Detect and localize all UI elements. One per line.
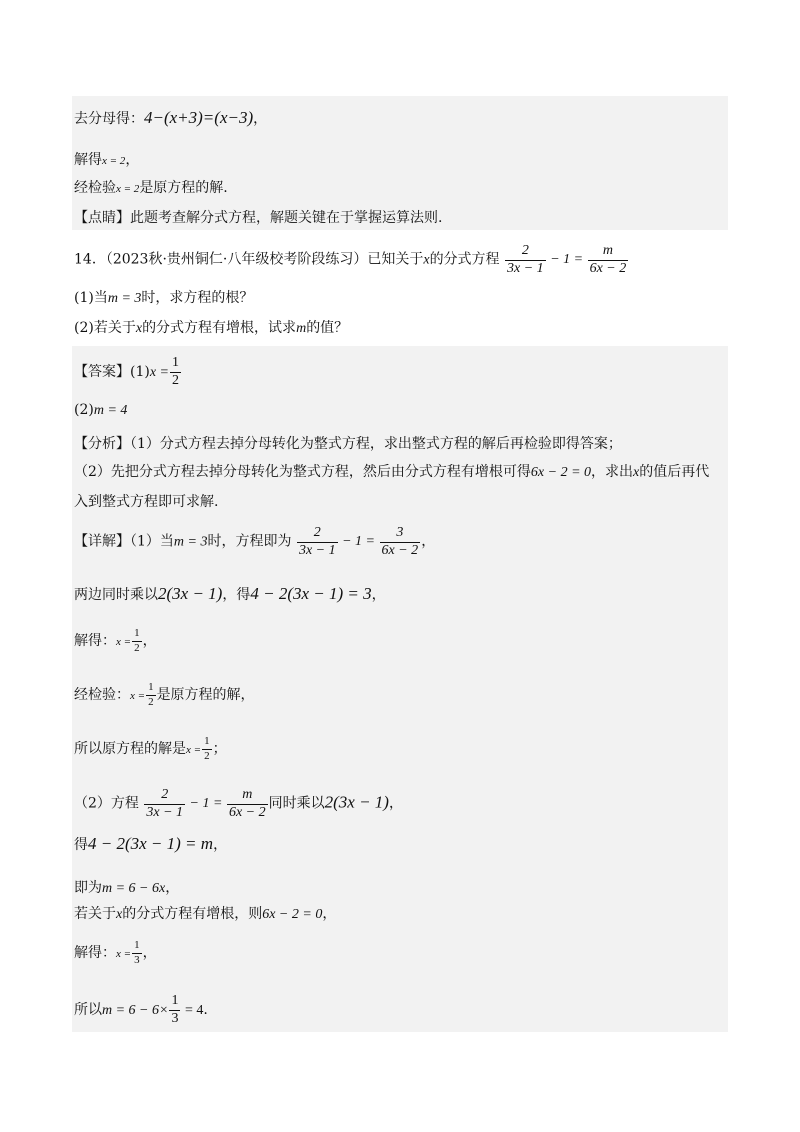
- detail-line-9: 若关于x的分式方程有增根，则6x − 2 = 0，: [74, 906, 337, 922]
- detail-line-2: 两边同时乘以2(3x − 1)，得4 − 2(3x − 1) = 3，: [74, 584, 386, 603]
- equation: 4−(x+3)=(x−3): [144, 108, 254, 127]
- analysis-line-1: 【分析】（1）分式方程去掉分母转化为整式方程，求出整式方程的解后再检验即得答案；: [74, 436, 622, 452]
- detail-line-6: （2）方程 $\frac{2}{3x - 1}$ − 1 = $\frac{m}{6x - 2}$ 同时乘以2(3x − 1)，: [74, 787, 403, 820]
- problem-14-stem: 14．（2023秋·贵州铜仁·八年级校考阶段练习）已知关于x的分式方程 $\frac{2}{3x - 1}$ − 1 = $\frac{m}{6x - 2}$: [74, 244, 629, 276]
- analysis-line-3: 入到整式方程即可求解.: [74, 494, 219, 510]
- detail-line-8: 即为m = 6 − 6x，: [74, 880, 180, 896]
- fraction-equation: $\frac{2}{3x - 1}$ − 1 = $\frac{m}{6x - 2}$: [507, 243, 627, 276]
- answer-line-1: 【答案】(1)x = $\frac{1}{2}$: [74, 355, 180, 388]
- detail-line-5: 所以原方程的解是x = $\frac{1}{2}$ ；: [74, 735, 227, 762]
- detail-line-11: 所以m = 6 − 6× $\frac{1}{3}$ = 4.: [74, 993, 208, 1026]
- detail-line-3: 解得：x = $\frac{1}{2}$ ，: [74, 627, 157, 654]
- analysis-line-2: （2）先把分式方程去掉分母转化为整式方程，然后由分式方程有增根可得6x − 2 = 0，求出x的值后再代: [74, 464, 710, 480]
- detail-line-10: 解得：x = $\frac{1}{3}$ ，: [74, 939, 157, 966]
- line-solve: 解得x = 2，: [74, 152, 140, 168]
- line-check: 经检验x = 2是原方程的解.: [74, 180, 228, 196]
- answer-line-2: (2)m = 4: [74, 402, 128, 418]
- detail-line-1: 【详解】（1）当m = 3时，方程即为 $\frac{2}{3x - 1}$ − 1 = $\frac{3}{6x - 2}$ ，: [74, 525, 436, 558]
- question-2: (2)若关于x的分式方程有增根，试求m的值？: [74, 320, 349, 336]
- detail-line-7: 得4 − 2(3x − 1) = m，: [74, 834, 228, 853]
- detail-line-4: 经检验：x = $\frac{1}{2}$ 是原方程的解，: [74, 681, 255, 708]
- question-1: (1)当m = 3时，求方程的根？: [74, 290, 254, 306]
- line-comment: 【点睛】此题考查解分式方程，解题关键在于掌握运算法则.: [74, 210, 443, 226]
- line-denominator: 去分母得：4−(x+3)=(x−3)，: [74, 108, 268, 127]
